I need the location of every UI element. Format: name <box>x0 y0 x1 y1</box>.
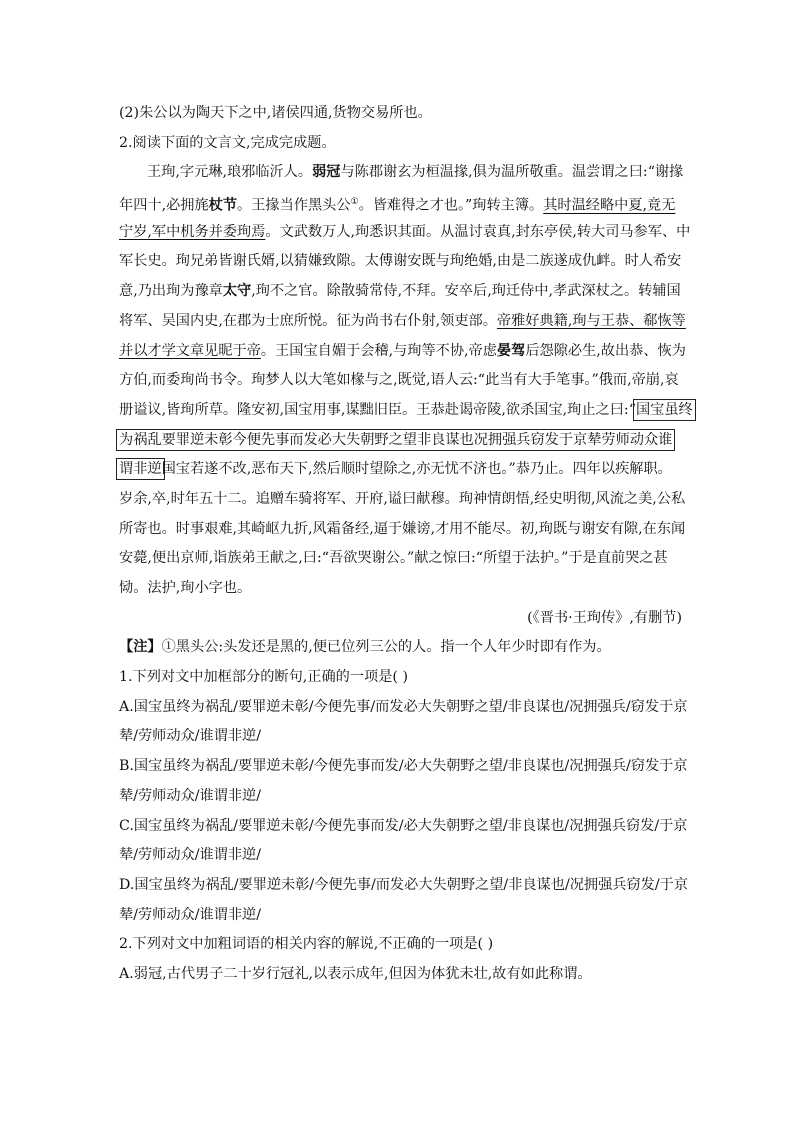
passage-line: 军长史。珣兄弟皆谢氏婿,以猜嫌致隙。太傅谢安既与珣绝婚,由是二族遂成仇衅。时人希安 <box>119 253 682 270</box>
boxed-sentence: 谓非逆 <box>119 461 162 478</box>
question-stem: 2.下列对文中加粗词语的相关内容的解说,不正确的一项是( ) <box>119 936 494 953</box>
option-a-line: A.弱冠,古代男子二十岁行冠礼,以表示成年,但因为体犹未壮,故有如此称谓。 <box>119 965 592 982</box>
document-page <box>119 99 693 990</box>
passage-text: 将军、吴国内史,在郡为士庶所悦。征为尚书右仆射,领吏部。 <box>119 312 497 329</box>
option-d-line: 辇/劳师动众/谁谓非逆/ <box>119 906 262 923</box>
passage-line <box>119 218 691 248</box>
passage-line <box>119 158 682 188</box>
footnote-marker: ① <box>350 197 359 208</box>
option-a-line: A.国宝虽终为祸乱/要罪逆未彰/今便先事/而发必大失朝野之望/非良谋也/况拥强兵/窃发于京 <box>119 698 688 715</box>
underlined-sentence: 帝雅好典籍,珣与王恭、郗恢等 <box>496 312 686 329</box>
passage-text: 意,乃出珣为豫章 <box>119 283 223 300</box>
passage-line <box>119 307 686 337</box>
passage-line <box>119 396 693 426</box>
passage-text: 与陈郡谢玄为桓温掾,俱为温所敬重。温尝谓之曰:“谢掾 <box>340 164 684 181</box>
passage-text: 册谥议,皆珣所草。隆安初,国宝用事,谋黜旧臣。王恭赴谒帝陵,欲杀国宝,珣止之曰:“ <box>119 401 636 418</box>
passage-text: 。皆难得之才也。”珣转主簿。 <box>358 197 544 214</box>
item-2-answer: (2)朱公以为陶天下之中,诸侯四通,货物交易所也。 <box>119 105 432 121</box>
passage-line: 安薨,便出京师,诣族弟王献之,曰:“吾欲哭谢公。”献之惊曰:“所望于法护。”于是直前哭之甚 <box>119 550 668 567</box>
option-c-line: 辇/劳师动众/谁谓非逆/ <box>119 847 262 864</box>
option-a-line: 辇/劳师动众/谁谓非逆/ <box>119 728 262 745</box>
passage-text: 王珣,字元琳,琅邪临沂人。 <box>147 164 313 181</box>
underlined-sentence: 其时温经略中夏,竟无 <box>543 197 676 214</box>
footnote <box>119 633 682 663</box>
section-intro: 2.阅读下面的文言文,完成完成题。 <box>119 134 336 151</box>
passage-text: 国宝若遂不改,恶布天下,然后顺时望除之,亦无忧不济也。”恭乃止。四年以疾解职。 <box>161 461 672 478</box>
passage-line: 岁余,卒,时年五十二。追赠车骑将军、开府,谥曰献穆。珣神情朗悟,经史明彻,风流之美,公私 <box>119 490 686 507</box>
boxed-sentence: 国宝虽终 <box>635 401 693 418</box>
option-b-line: 辇/劳师动众/谁谓非逆/ <box>119 787 262 804</box>
passage-line <box>119 337 686 367</box>
bold-term-ruoguan: 弱冠 <box>312 164 341 181</box>
underlined-sentence: 宁岁,军中机务并委珣焉 <box>119 223 266 240</box>
bold-term-taishou: 太守 <box>222 283 252 300</box>
question-stem: 1.下列对文中加框部分的断句,正确的一项是( ) <box>119 669 409 686</box>
passage-line <box>119 277 682 307</box>
option-c-line: C.国宝虽终为祸乱/要罪逆未彰/今便先事而发/必大失朝野之望/非良谋也/况拥强兵窃发/于京 <box>119 817 688 834</box>
passage <box>119 158 693 633</box>
option-b-line: B.国宝虽终为祸乱/要罪逆未彰/今便先事而发/必大失朝野之望/非良谋也/况拥强兵/窃发于京 <box>119 758 688 775</box>
question-2 <box>119 930 682 989</box>
underlined-sentence: 并以才学文章见昵于帝 <box>119 342 261 359</box>
passage-source: (《晋书·王珣传》,有删节) <box>527 609 682 626</box>
option-d-line: D.国宝虽终为祸乱/要罪逆未彰/今便先事/而发必大失朝野之望/非良谋也/况拥强兵窃发/于京 <box>119 876 688 893</box>
passage-line <box>119 188 682 218</box>
passage-text: 。文武数万人,珣悉识其面。从温讨袁真,封东亭侯,转大司马参军、中 <box>265 223 691 240</box>
boxed-sentence: 为祸乱要罪逆未彰今便先事而发必大失朝野之望非良谋也况拥强兵窃发于京辇劳师动众谁 <box>119 431 673 448</box>
passage-text: 年四十,必拥旄 <box>119 197 209 214</box>
passage-line: 恸。法护,珣小字也。 <box>119 580 252 596</box>
passage-line: 所寄也。时事艰难,其崎岖九折,风霜备经,逼于嫌谤,才用不能尽。初,珣既与谢安有隙,在东闻 <box>119 520 686 537</box>
note-bracket: 【注】 <box>119 639 162 656</box>
passage-text: 。王掾当作黑头公 <box>237 197 351 214</box>
bold-term-yanjia: 晏驾 <box>496 342 526 359</box>
passage-line <box>119 426 682 456</box>
passage-line: 方伯,而委珣尚书令。珣梦人以大笔如椽与之,既觉,语人云:“此当有大手笔事。”俄而,帝崩,哀 <box>119 372 679 389</box>
question-1 <box>119 663 688 930</box>
passage-text: 。王国宝自媚于会稽,与珣等不协,帝虑 <box>260 342 497 359</box>
passage-text: ,珣不之官。除散骑常侍,不拜。安卒后,珣迁侍中,孝武深杖之。转辅国 <box>251 283 681 300</box>
note-text: ①黑头公:头发还是黑的,便已位列三公的人。指一个人年少时即有作为。 <box>161 639 611 656</box>
passage-text: 后怨隙必生,故出恭、恢为 <box>525 342 686 359</box>
bold-term-zhangjie: 杖节 <box>208 197 238 214</box>
passage-line <box>119 455 682 485</box>
